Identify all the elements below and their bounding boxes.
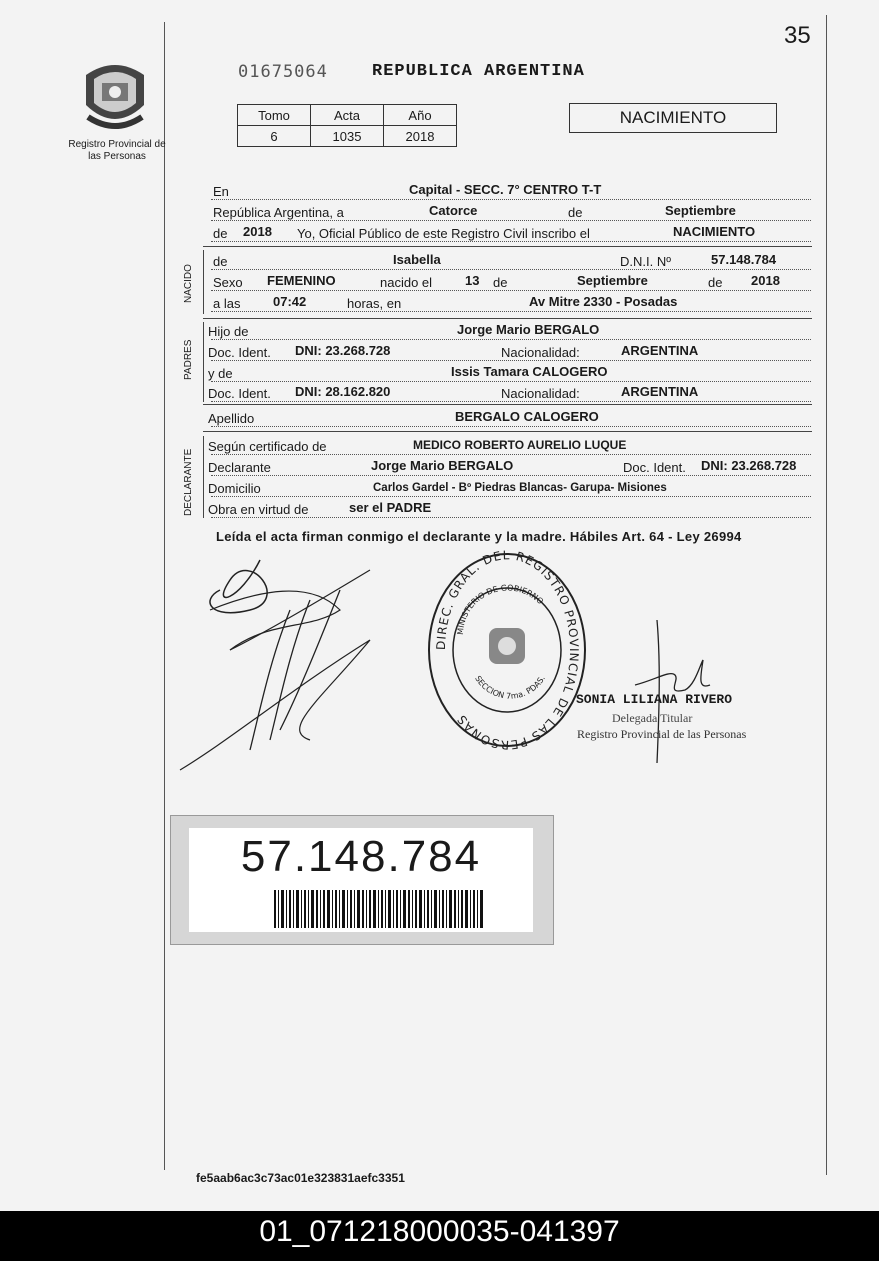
tomo-acta-ano-table	[237, 104, 457, 147]
alas-label: a las	[213, 296, 241, 311]
father-doc: DNI: 23.268.728	[295, 343, 391, 358]
birth-month: Septiembre	[577, 273, 648, 288]
row-father	[208, 322, 811, 342]
svg-text:SECCION 7ma. PDAS.	[473, 674, 547, 701]
declarante-section-label: DECLARANTE	[183, 448, 194, 516]
row-domicilio	[208, 481, 811, 499]
row-time	[211, 296, 811, 314]
row-republica	[211, 205, 811, 223]
footer-bar	[0, 1211, 879, 1261]
seal-bottom-text: SECCION 7ma. PDAS.	[473, 674, 547, 701]
day-word-value: Catorce	[429, 203, 478, 218]
sexo-value: FEMENINO	[267, 273, 336, 288]
de-label-2: de	[493, 275, 508, 290]
dni-barcode-label	[170, 815, 554, 945]
document-title: REPUBLICA ARGENTINA	[372, 62, 585, 81]
en-label: En	[213, 184, 229, 199]
left-margin-line	[164, 22, 165, 1170]
birth-time: 07:42	[273, 294, 307, 309]
de-label-3: de	[708, 275, 723, 290]
row-en	[211, 184, 811, 202]
divider-1	[203, 246, 812, 247]
serial-number: 01675064	[238, 62, 328, 82]
right-margin-line	[826, 15, 827, 1175]
row-declarante	[208, 458, 811, 478]
cert-label: Según certificado de	[208, 439, 327, 454]
declarante-label: Declarante	[208, 460, 271, 475]
anio-header: Año	[384, 105, 457, 126]
padres-bracket	[203, 322, 204, 402]
horas-label: horas, en	[347, 296, 402, 311]
official-org: Registro Provincial de las Personas	[577, 727, 747, 741]
dni-number: 57.148.784	[240, 832, 482, 881]
coat-of-arms-logo	[80, 55, 150, 135]
yde-label: y de	[208, 366, 233, 381]
officer-text: Yo, Oficial Público de este Registro Civil inscribo el	[297, 226, 590, 241]
de2-label: de	[213, 226, 228, 241]
dni-label: D.N.I. Nº	[620, 254, 671, 269]
de-label: de	[568, 205, 583, 220]
domicilio-label: Domicilio	[208, 481, 261, 496]
declarant-signature	[170, 540, 430, 780]
record-type-box: NACIMIENTO	[569, 103, 777, 133]
cert-value: MEDICO ROBERTO AURELIO LUQUE	[413, 438, 627, 452]
official-signature	[615, 615, 725, 765]
row-apellido	[208, 409, 811, 429]
apellido-value: BERGALO CALOGERO	[455, 409, 599, 424]
row-year	[211, 226, 811, 244]
mother-doc-label: Doc. Ident.	[208, 386, 271, 401]
father-nationality: ARGENTINA	[621, 343, 699, 358]
declarante-doc: DNI: 23.268.728	[701, 458, 797, 473]
child-name: Isabella	[393, 252, 441, 267]
mother-name: Issis Tamara CALOGERO	[451, 364, 608, 379]
divider-3	[203, 404, 812, 405]
acta-value: 1035	[311, 126, 384, 147]
birth-day: 13	[465, 273, 480, 288]
row-name	[211, 254, 811, 272]
hijo-label: Hijo de	[208, 324, 249, 339]
closing-statement: Leída el acta firman conmigo el declarante y la madre. Hábiles Art. 64 - Ley 26994	[216, 529, 742, 544]
month-value: Septiembre	[665, 203, 736, 218]
row-mother	[208, 364, 811, 384]
child-dni: 57.148.784	[711, 252, 777, 267]
logo-caption: Registro Provincial de las Personas	[68, 139, 166, 162]
birth-year: 2018	[751, 273, 780, 288]
father-doc-label: Doc. Ident.	[208, 345, 271, 360]
page-number: 35	[784, 22, 811, 49]
mother-nat-label: Nacionalidad:	[501, 386, 580, 401]
obra-label: Obra en virtud de	[208, 502, 309, 517]
nacido-bracket	[203, 250, 204, 314]
mother-nationality: ARGENTINA	[621, 384, 699, 399]
nacido-el-label: nacido el	[380, 275, 433, 290]
obra-value: ser el PADRE	[349, 500, 432, 515]
padres-section-label: PADRES	[183, 339, 194, 380]
official-name: SONIA LILIANA RIVERO	[576, 692, 733, 707]
row-obra	[208, 500, 811, 520]
official-seal	[425, 550, 590, 750]
tomo-value: 6	[238, 126, 311, 147]
mother-doc: DNI: 28.162.820	[295, 384, 391, 399]
row-mother-doc	[208, 384, 811, 404]
father-name: Jorge Mario BERGALO	[457, 322, 600, 337]
father-nat-label: Nacionalidad:	[501, 345, 580, 360]
anio-value: 2018	[384, 126, 457, 147]
republica-label: República Argentina, a	[213, 205, 344, 220]
svg-text:MINISTERIO DE GOBIERNO	[456, 583, 545, 635]
divider-2	[203, 318, 812, 319]
sexo-label: Sexo	[213, 275, 243, 290]
declarante-name: Jorge Mario BERGALO	[371, 458, 514, 473]
seal-inner-text: MINISTERIO DE GOBIERNO	[455, 583, 546, 636]
inscribe-value: NACIMIENTO	[673, 224, 756, 239]
seal-outer-text: DIREC. GRAL. DEL REGISTRO PROVINCIAL DE LAS PERSONAS	[433, 550, 582, 750]
footer-id: 01_071218000035-041397	[259, 1215, 620, 1248]
nacido-section-label: NACIDO	[183, 264, 194, 303]
declarante-doc-label: Doc. Ident.	[623, 460, 686, 475]
row-sexo	[211, 275, 811, 293]
declarante-bracket	[203, 436, 204, 518]
domicilio-value: Carlos Gardel - Bº Piedras Blancas- Garupa- Misiones	[373, 482, 667, 494]
document-hash: fe5aab6ac3c73ac01e323831aefc3351	[196, 1171, 405, 1185]
divider-4	[203, 431, 812, 432]
apellido-label: Apellido	[208, 411, 255, 426]
birth-place: Av Mitre 2330 - Posadas	[529, 294, 678, 309]
year-value: 2018	[243, 224, 272, 239]
official-role: Delegada Titular	[612, 711, 693, 725]
tomo-header: Tomo	[238, 105, 311, 126]
nacido-de-label: de	[213, 254, 228, 269]
row-cert	[208, 438, 811, 457]
en-value: Capital - SECC. 7° CENTRO T-T	[409, 182, 602, 197]
barcode	[274, 890, 484, 928]
row-father-doc	[208, 343, 811, 363]
acta-header: Acta	[311, 105, 384, 126]
